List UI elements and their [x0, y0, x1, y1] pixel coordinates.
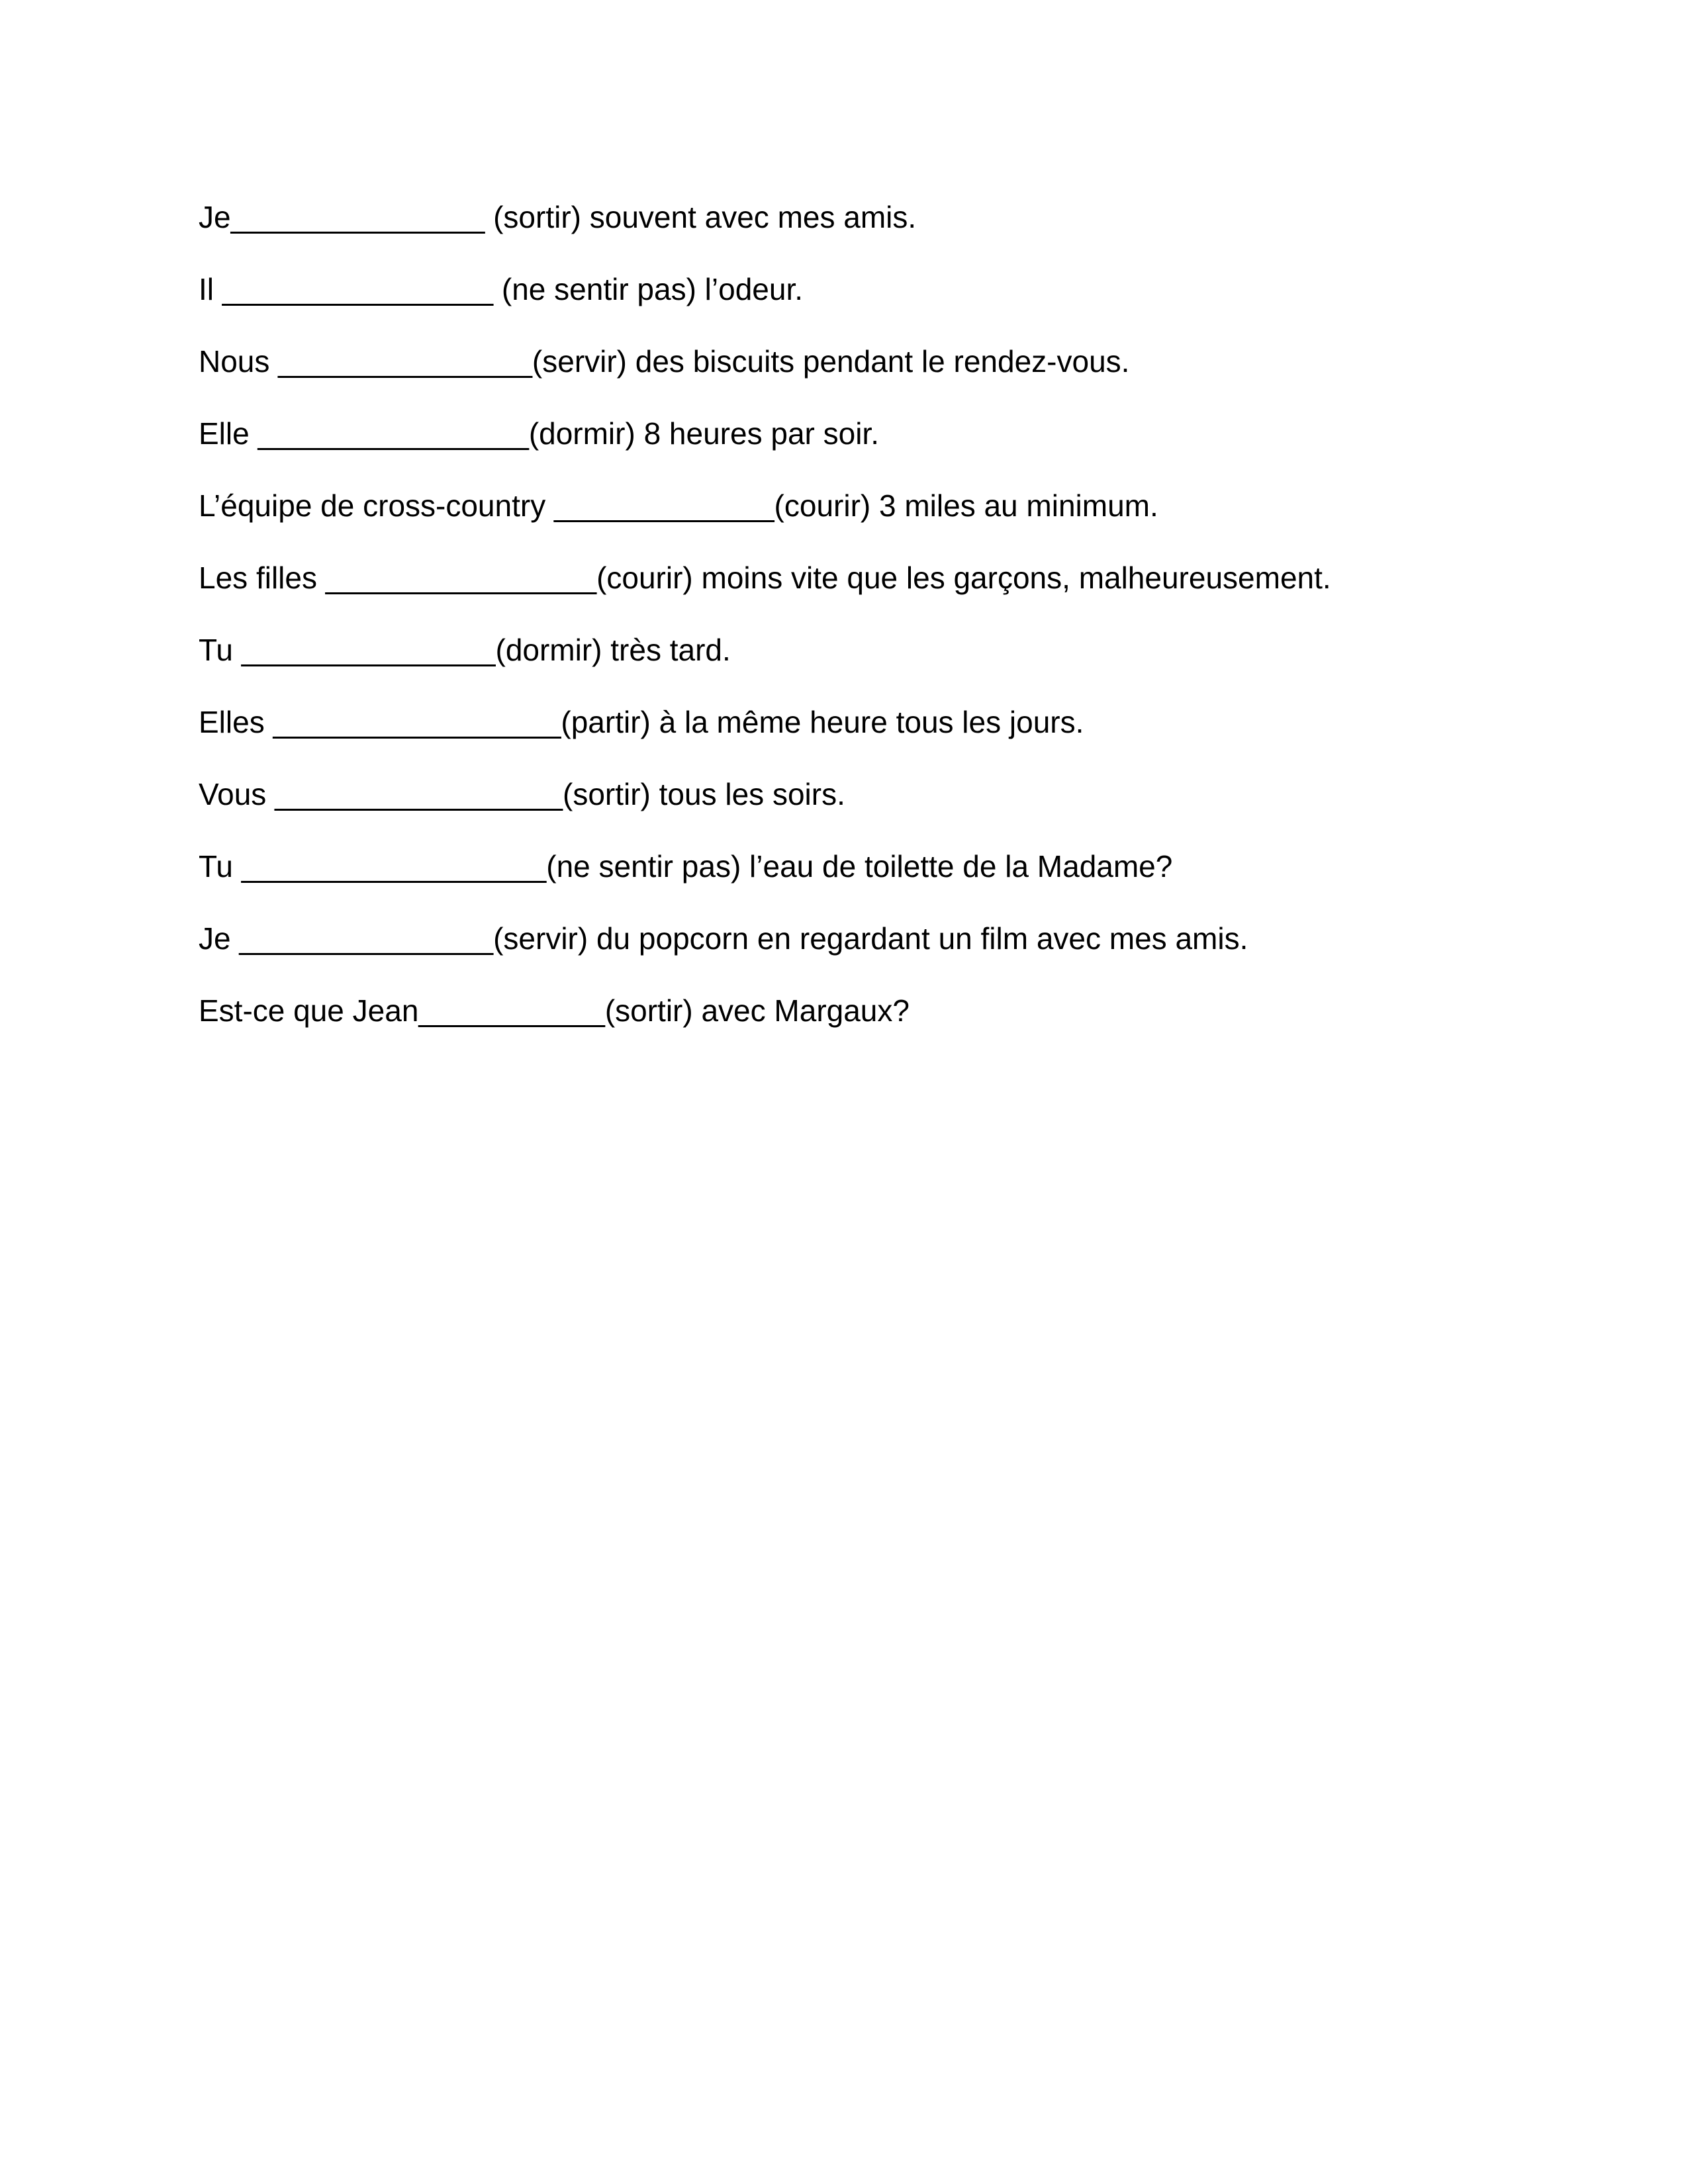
sentence-8: Elles _________________(partir) à la même heure tous les jours.	[199, 705, 1084, 739]
sentence-3: Nous _______________(servir) des biscuits pendant le rendez-vous.	[199, 344, 1130, 379]
sentence-11: Je _______________(servir) du popcorn en regardant un film avec mes amis.	[199, 921, 1248, 956]
sentence-1: Je_______________ (sortir) souvent avec mes amis.	[199, 200, 917, 234]
sentence-9: Vous _________________(sortir) tous les soirs.	[199, 777, 845, 811]
sentence-12: Est-ce que Jean___________(sortir) avec Margaux?	[199, 993, 910, 1028]
sentence-7: Tu _______________(dormir) très tard.	[199, 633, 731, 667]
sentence-5: L’équipe de cross-country _____________(courir) 3 miles au minimum.	[199, 488, 1158, 523]
sentence-4: Elle ________________(dormir) 8 heures par soir.	[199, 416, 879, 451]
sentence-6: Les filles ________________(courir) moins vite que les garçons, malheureusement.	[199, 561, 1331, 595]
sentence-10: Tu __________________(ne sentir pas) l’eau de toilette de la Madame?	[199, 849, 1173, 884]
sentence-2: Il ________________ (ne sentir pas) l’odeur.	[199, 272, 804, 306]
